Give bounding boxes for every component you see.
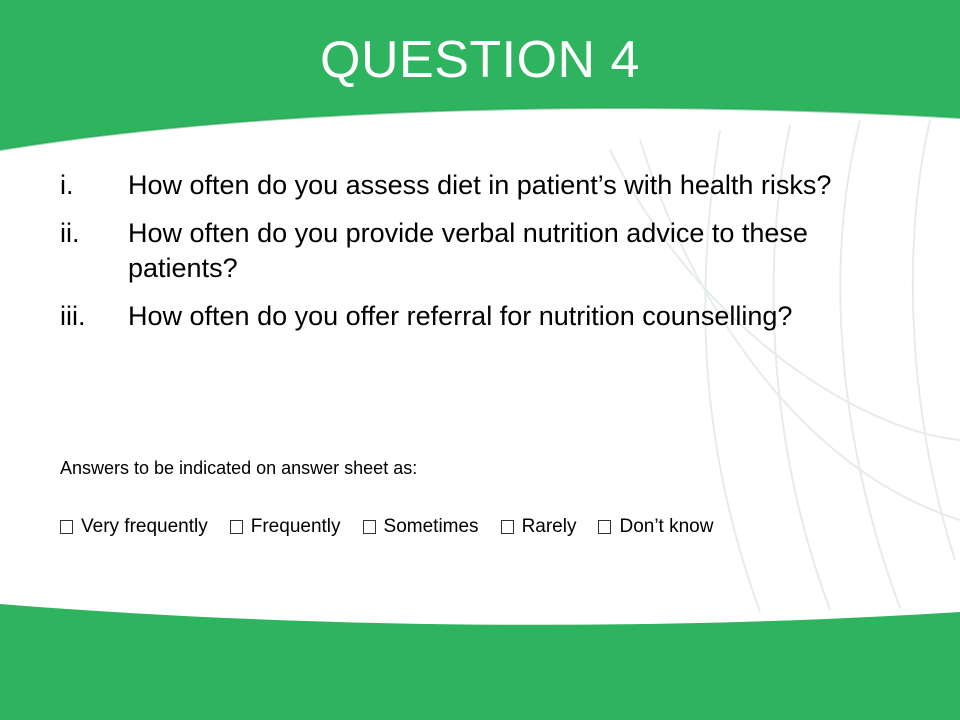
checkbox-icon [60, 520, 73, 534]
option-dont-know [598, 514, 713, 540]
question-text: How often do you assess diet in patient’s with health risks? [128, 170, 832, 200]
question-text: How often do you provide verbal nutrition advice to these patients? [128, 218, 808, 283]
slide-title: QUESTION 4 [320, 31, 640, 89]
question-item [60, 216, 880, 286]
option-label: Don’t know [619, 516, 714, 537]
question-list [60, 168, 880, 347]
question-number: ii. [60, 218, 80, 248]
question-item [60, 299, 880, 334]
answer-options [60, 514, 713, 540]
checkbox-icon [363, 520, 376, 534]
answers-instruction: Answers to be indicated on answer sheet as: [60, 458, 418, 478]
question-item [60, 168, 880, 203]
question-number: i. [60, 170, 74, 200]
option-frequently [230, 514, 341, 540]
question-text: How often do you offer referral for nutrition counselling? [128, 301, 793, 331]
option-label: Frequently [250, 516, 341, 537]
option-very-frequently [60, 514, 208, 540]
option-rarely [501, 514, 577, 540]
checkbox-icon [598, 520, 611, 534]
option-label: Sometimes [383, 516, 479, 537]
option-label: Very frequently [81, 516, 208, 537]
checkbox-icon [230, 520, 243, 534]
option-label: Rarely [521, 516, 577, 537]
checkbox-icon [501, 520, 514, 534]
option-sometimes [363, 514, 479, 540]
question-number: iii. [60, 301, 86, 331]
